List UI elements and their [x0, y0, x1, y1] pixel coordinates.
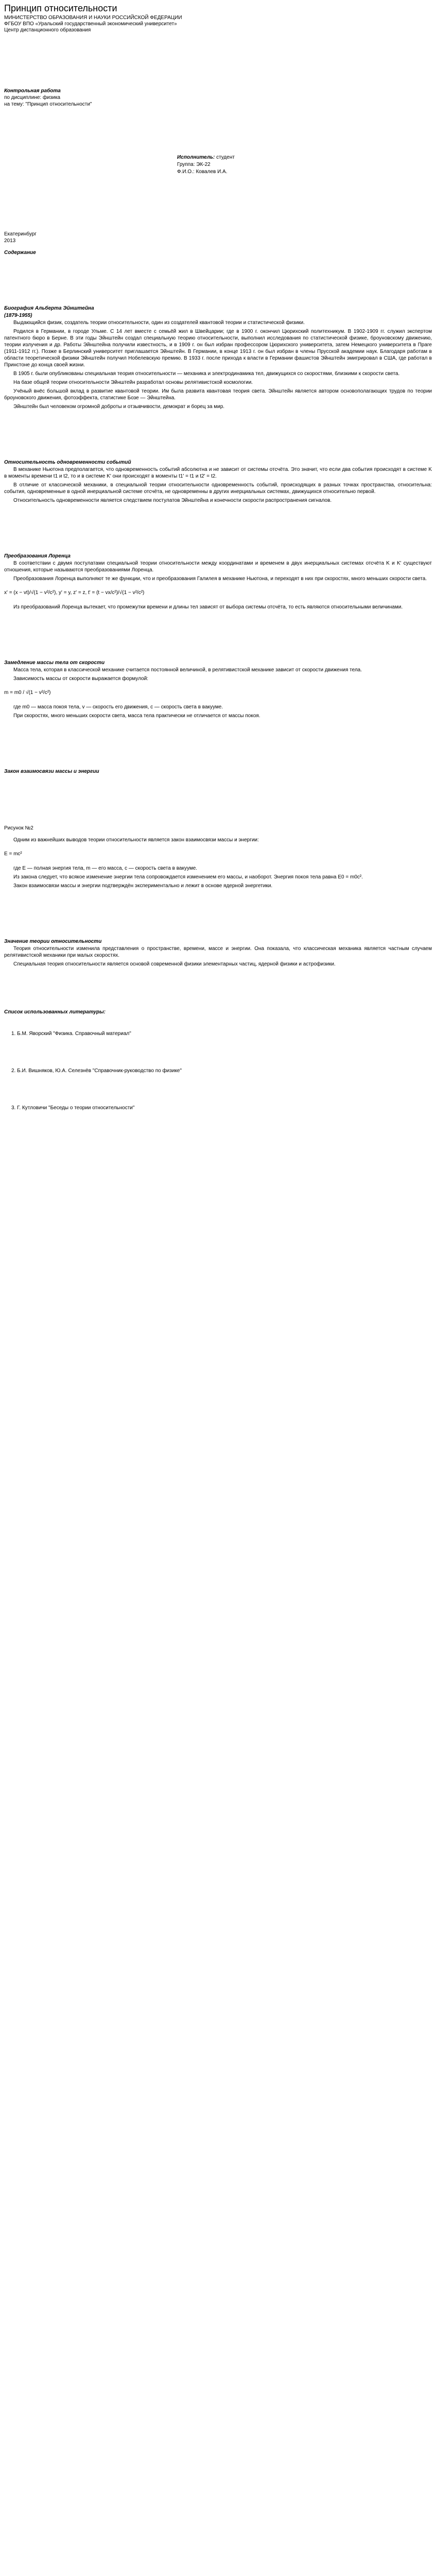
figure-caption: Рисунок №2 [4, 825, 33, 831]
section-paragraph: Относительность одновременности является следствием постулатов Эйнштейна и конечности скорости распространения сигналов. [13, 498, 332, 503]
section-paragraph: В механике Ньютона предполагается, что одновременность событий абсолютна и не зависит от системы отсчёта. Это значит, что если два события происходят в системе K в моменты времени t1 и t2, то и в системе K' они происходят в моменты t1' = t1 и t2' = t2. [4, 467, 432, 479]
section-paragraph: Масса тела, которая в классической механике считается постоянной величиной, в релятивистской механике зависит от скорости движения тела. [13, 667, 362, 673]
content-section [4, 659, 432, 719]
bio-paragraph: Эйнштейн был человеком огромной доброты и отзывчивости, демократ и борец за мир. [13, 404, 225, 410]
section-paragraph: Из закона следует, что всякое изменение энергии тела сопровождается изменением его массы, и наоборот. Энергия покоя тела равна E0 = m0c². [13, 874, 363, 880]
year-line: 2013 [4, 238, 16, 244]
bio-paragraph: Родился в Германии, в городе Ульме. С 14 лет вместе с семьёй жил в Швейцарии; где в 1900 г. окончил Цюрихский политехникум. В 1902-1909 гг. служил экспертом патентного бюро в Берне. В эти годы Эйнштейн создал специальную теорию относительности, выполнил исследования по статистической физике, броуновскому движению, теории излучения и др. Работы Эйнштейна получили известность, и в 1909 г. он был избран профессором Цюрихского университета, затем Немецкого университета в Праге (1911-1912 гг.). Позже в Берлинский университет приглашается Эйнштейн. В Германии, в конце 1913 г. он был избран в члены Прусской академии наук. Благодаря работам в области теоретической физики Эйнштейн получил Нобелевскую премию. В 1933 г. после прихода к власти в Германии фашистов Эйнштейн эмигрировал в США, где работал в Принстоне до конца своей жизни. [4, 329, 432, 368]
ministry-line: МИНИСТЕРСТВО ОБРАЗОВАНИЯ И НАУКИ РОССИЙСКОЙ ФЕДЕРАЦИИ [4, 15, 182, 21]
references-list [4, 1031, 432, 1111]
bio-heading: Биография Альберта Эйнштейна [4, 306, 94, 311]
reference-item: 3. Г. Кутловичи "Беседы о теории относительности" [11, 1105, 135, 1111]
section-paragraph: Закон взаимосвязи массы и энергии подтверждён экспериментально и лежит в основе ядерной энергетики. [13, 883, 273, 889]
formula: E = mc² [4, 851, 22, 857]
document-title: Принцип относительности [4, 3, 117, 13]
section-paragraph: Зависимость массы от скорости выражается формулой: [13, 676, 149, 682]
content-section [4, 459, 432, 504]
bio-paragraph: Учёный внёс большой вклад в развитие квантовой теории. Им была развита квантовая теория света. Эйнштейн является автором основополагающих трудов по теории броуновского движения, фотоэффекта, статистике Бозе — Эйнштейна. [4, 388, 432, 401]
reference-item: 1. Б.М. Яворский "Физика. Справочный материал" [11, 1031, 131, 1037]
bio-paragraphs [4, 319, 432, 410]
section-heading: Значение теории относительности [4, 939, 102, 944]
section-heading: Преобразования Лоренца [4, 553, 71, 559]
author-block [177, 154, 432, 176]
sections-container [4, 459, 432, 968]
section-paragraph: В отличие от классической механики, в специальной теории относительности одновременность событий, происходящих в разных точках пространства, относительна: события, одновременные в одной инерциальной системе отсчёта, не одновременны в других инерциальных системах, движущихся относительно первой. [4, 482, 432, 495]
content-section [4, 768, 432, 889]
bio-paragraph: Выдающийся физик, создатель теории относительности, один из создателей квантовой теории и статистической физики. [13, 320, 305, 326]
references-heading: Список использованных литературы: [4, 1009, 106, 1015]
section-paragraph: где m0 — масса покоя тела, v — скорость его движения, c — скорость света в вакууме. [13, 704, 223, 710]
bio-years: (1879-1955) [4, 313, 32, 318]
group-line: Группа: ЭК-22 [177, 162, 211, 167]
references-section [4, 1009, 432, 1111]
section-paragraph: Специальная теория относительности является основой современной физики элементарных частиц, ядерной физики и астрофизики. [13, 961, 336, 967]
subject-line: по дисциплине: физика [4, 95, 61, 100]
bio-section [4, 305, 432, 410]
name-line: Ф.И.О.: Ковалев И.А. [177, 169, 228, 175]
section-heading: Закон взаимосвязи массы и энергии [4, 769, 99, 774]
toc-heading: Содержание [4, 250, 36, 256]
performer-label: Исполнитель: [177, 155, 215, 160]
university-line: ФГБОУ ВПО «Уральский государственный экономический университет» [4, 21, 177, 27]
section-paragraph: Из преобразований Лоренца вытекает, что промежутки времени и длины тел зависят от выбора системы отсчёта, то есть являются относительными величинами. [13, 604, 403, 610]
center-line: Центр дистанционного образования [4, 27, 91, 33]
performer-value: студент [216, 155, 235, 160]
document-page [0, 3, 436, 2576]
content-section [4, 553, 432, 611]
content-section [4, 938, 432, 968]
performer-line [177, 154, 432, 161]
section-paragraph: Теория относительности изменила представления о пространстве, времени, массе и энергии. Она показала, что классическая механика является частным случаем релятивистской механики при малых скоростях. [4, 946, 432, 958]
topic-line: на тему: "Принцип относительности" [4, 101, 92, 107]
section-paragraph: Одним из важнейших выводов теории относительности является закон взаимосвязи массы и энергии: [13, 837, 259, 843]
section-paragraph: При скоростях, много меньших скорости света, масса тела практически не отличается от массы покоя. [13, 713, 260, 719]
formula: m = m0 / √(1 − v²/c²) [4, 690, 51, 696]
bio-paragraph: В 1905 г. были опубликованы специальная теория относительности — механика и электродинамика тел, движущихся со скоростями, близкими к скорости света. [13, 371, 400, 377]
section-heading: Относительность одновременности событий [4, 460, 131, 465]
formula: x' = (x − vt)/√(1 − v²/c²), y' = y, z' = z, t' = (t − vx/c²)/√(1 − v²/c²) [4, 590, 145, 596]
section-heading: Замедление массы тела от скорости [4, 660, 105, 666]
bio-paragraph: На базе общей теории относительности Эйнштейн разработал основы релятивистской космологии. [13, 380, 253, 385]
section-paragraph: где E — полная энергия тела, m — его масса, c — скорость света в вакууме. [13, 866, 198, 871]
work-type: Контрольная работа [4, 88, 61, 94]
section-paragraph: Преобразования Лоренца выполняют те же функции, что и преобразования Галилея в механике Ньютона, и переходят в них при скоростях, много меньших скорости света. [13, 576, 427, 582]
city-line: Екатеринбург [4, 231, 37, 237]
reference-item: 2. Б.И. Вишняков, Ю.А. Селезнёв "Справочник-руководство по физике" [11, 1068, 182, 1074]
section-paragraph: В соответствии с двумя постулатами специальной теории относительности между координатами и временем в двух инерциальных системах отсчёта K и K' существуют отношения, которые называются преобразованиями Лоренца. [4, 561, 432, 573]
